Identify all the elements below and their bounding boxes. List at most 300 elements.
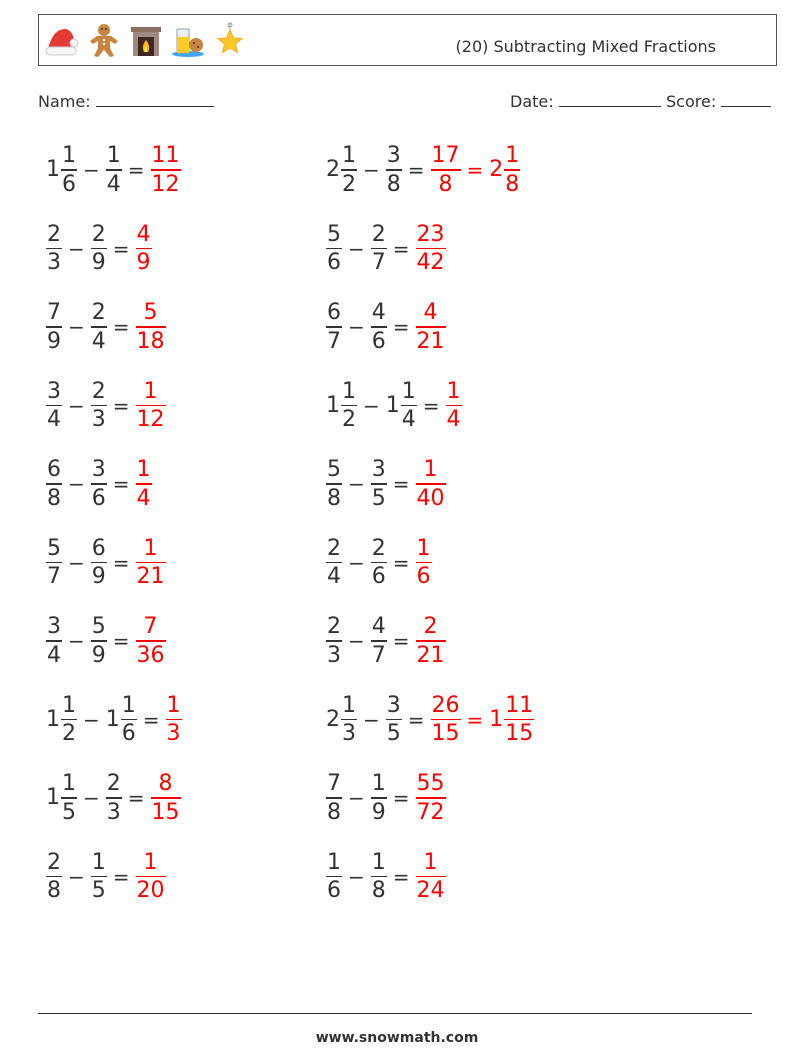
answer-numerator: 1 [446,378,461,404]
answer [136,537,166,589]
operand-b-numerator: 4 [371,300,386,326]
operand-b-group [106,694,137,746]
operand-b-denominator: 9 [91,250,106,276]
operand-a-fraction [326,615,342,667]
operand-b-numerator: 2 [106,771,121,797]
answer-denominator: 15 [431,721,460,747]
operand-b-bar [371,326,387,328]
answer [136,615,166,667]
operand-a-denominator: 5 [62,799,76,825]
answer-denominator: 72 [416,799,445,825]
operand-a-fraction [46,458,62,510]
problem-8 [46,688,182,752]
answer-numerator: 2 [423,614,438,640]
answer-numerator: 17 [431,143,460,169]
operand-b-group [91,301,107,353]
minus-sign: − [363,707,380,732]
operand-b-numerator: 2 [91,221,106,247]
operand-a-denominator: 6 [62,171,76,197]
equals-sign: = [112,236,130,261]
operand-a-denominator: 4 [47,407,61,433]
operand-a-numerator: 1 [62,771,76,797]
operand-b-denominator: 6 [371,564,386,590]
operand-a-group [326,458,342,510]
problem-16 [326,531,432,595]
operand-a-bar [46,640,62,642]
operand-b-denominator: 6 [371,328,386,354]
problem-18 [326,688,534,752]
operand-a-numerator: 3 [47,378,61,404]
operand-b-bar [401,405,417,407]
answer-equals-sign: = [466,707,484,732]
operand-a-fraction [46,301,62,353]
operand-a-bar [341,405,357,407]
answer-group [136,615,166,667]
operand-b-group [386,380,417,432]
operand-a-bar [326,640,342,642]
operand-a-numerator: 1 [327,849,341,875]
answer-numerator: 26 [431,692,460,718]
date-field[interactable] [510,92,661,111]
answer-numerator: 1 [136,457,151,483]
answer-denominator: 36 [136,642,165,668]
operand-b-group [371,772,387,824]
answer-mixed-fraction [504,694,534,746]
minus-sign: − [348,864,365,889]
gingerbread-man-icon [85,21,123,59]
equals-sign: = [422,393,440,418]
operand-b-group [91,851,107,903]
operand-a-denominator: 7 [47,564,61,590]
answer-numerator: 1 [416,535,431,561]
answer-bar [151,169,181,171]
answer-group [136,380,166,432]
operand-a-group [46,537,62,589]
equals-sign: = [392,629,410,653]
operand-b-numerator: 1 [121,692,136,718]
answer-group [416,301,446,353]
answer-numerator: 1 [166,692,181,718]
operand-a-whole: 1 [326,392,340,418]
answer-group [446,380,462,432]
operand-b-denominator: 6 [121,721,136,747]
problem-3 [46,295,166,359]
answer-bar [136,876,166,878]
answer-fraction [136,223,152,275]
answer-fraction [431,144,461,196]
answer-denominator: 12 [151,171,180,197]
operand-a-fraction [46,851,62,903]
operand-b-denominator: 4 [401,407,416,433]
operand-b-denominator: 4 [91,328,106,354]
operand-b-fraction [91,851,107,903]
operand-a-bar [341,169,357,171]
answer-denominator: 6 [416,564,431,590]
operand-b-numerator: 1 [106,143,121,169]
answer-bar [136,640,166,642]
answer [416,458,446,510]
answer [136,458,152,510]
operand-b-numerator: 3 [386,143,401,169]
answer-numerator: 5 [143,300,158,326]
operand-b-denominator: 9 [91,564,106,590]
answer-group [136,458,152,510]
answer-group [431,694,461,746]
equals-sign: = [127,158,145,182]
answer-numerator: 1 [143,535,158,561]
score-blank[interactable] [721,92,771,107]
operand-a-bar [46,876,62,878]
answer [136,223,152,275]
operand-b-bar [91,248,107,250]
answer-fraction [136,458,152,510]
answer-mixed-denominator: 15 [505,721,534,747]
operand-a-numerator: 2 [327,535,341,561]
minus-sign: − [68,393,85,418]
score-field[interactable] [666,92,771,111]
operand-b-bar [106,169,122,171]
operand-a-bar [326,876,342,878]
operand-a-group [46,144,77,196]
operand-a-group [46,615,62,667]
date-blank[interactable] [559,92,661,107]
operand-b-group [91,615,107,667]
name-field[interactable] [38,92,214,111]
operand-a-group [46,301,62,353]
answer [136,851,166,903]
answer-bar [416,797,446,799]
answer [416,615,446,667]
minus-sign: − [68,629,85,653]
operand-a-group [326,694,357,746]
operand-b-numerator: 3 [371,457,386,483]
answer-mixed-numerator: 11 [505,692,534,718]
answer [416,772,446,824]
footer-divider [38,1013,752,1014]
answer-fraction [416,223,446,275]
operand-a-fraction [326,223,342,275]
answer-denominator: 21 [136,564,165,590]
operand-a-denominator: 8 [327,485,341,511]
operand-b-denominator: 6 [91,485,106,511]
header-icons [43,21,249,59]
problem-13 [326,295,446,359]
problem-7 [46,609,166,673]
operand-b-group [91,537,107,589]
answer-group [136,301,166,353]
operand-b-numerator: 6 [91,535,106,561]
answer-denominator: 4 [136,485,151,511]
answer-group [151,772,181,824]
answer-denominator: 8 [438,171,453,197]
problem-19 [326,766,446,830]
minus-sign: − [83,707,100,732]
santa-hat-icon [43,21,81,59]
answer-fraction [136,851,166,903]
operand-b-denominator: 8 [371,878,386,904]
operand-b-denominator: 4 [106,171,121,197]
operand-b-denominator: 3 [106,799,121,825]
answer [136,301,166,353]
operand-b-denominator: 3 [91,407,106,433]
operand-b-group [371,537,387,589]
answer-fraction [151,772,181,824]
operand-b-bar [106,797,122,799]
minus-sign: − [348,629,365,653]
operand-a-whole: 2 [326,706,340,732]
operand-a-bar [61,169,77,171]
operand-b-fraction [91,615,107,667]
minus-sign: − [348,786,365,810]
operand-b-denominator: 7 [371,250,386,276]
operand-a-bar [326,326,342,328]
answer-bar [416,248,446,250]
minus-sign: − [68,236,85,261]
answer-fraction [136,537,166,589]
operand-b-denominator: 9 [91,642,106,668]
answer-mixed-bar [504,169,520,171]
operand-b-group [371,301,387,353]
milk-and-cookies-icon [169,21,207,59]
operand-a-bar [326,562,342,564]
answer-numerator: 8 [158,771,173,797]
problem-9 [46,766,181,830]
operand-b-bar [371,797,387,799]
answer-bar [416,326,446,328]
answer-bar [136,405,166,407]
operand-a-group [326,851,342,903]
operand-b-fraction [371,615,387,667]
operand-a-denominator: 6 [327,878,341,904]
operand-a-whole: 1 [46,785,60,810]
operand-a-bar [326,797,342,799]
operand-a-denominator: 4 [327,564,341,590]
operand-b-numerator: 3 [91,457,106,483]
operand-b-group [371,615,387,667]
answer-numerator: 1 [423,457,438,483]
operand-b-group [91,458,107,510]
operand-b-numerator: 1 [91,849,106,875]
operand-a-fraction [326,458,342,510]
operand-a-denominator: 8 [47,485,61,511]
operand-b-fraction [91,223,107,275]
operand-a-group [326,615,342,667]
equals-sign: = [407,158,425,182]
name-label: Name: [38,92,91,111]
answer-numerator: 11 [151,143,180,169]
answer [416,537,432,589]
operand-b-fraction [401,380,417,432]
operand-b-numerator: 1 [371,849,386,875]
equals-sign: = [392,786,410,810]
answer-denominator: 3 [166,721,181,747]
operand-a-group [326,380,357,432]
problem-5 [46,452,152,516]
operand-b-whole: 1 [385,392,400,418]
operand-b-numerator: 2 [371,535,386,561]
minus-sign: − [363,158,380,182]
operand-b-fraction [106,144,122,196]
name-blank[interactable] [96,92,214,107]
operand-b-fraction [91,380,107,432]
operand-a-numerator: 7 [327,771,341,797]
operand-b-group [106,772,122,824]
answer-group [416,223,446,275]
operand-a-fraction [61,144,77,196]
operand-b-bar [91,876,107,878]
operand-b-group [386,694,402,746]
operand-b-group [106,144,122,196]
answer-denominator: 9 [136,250,151,276]
answer-bar [431,719,461,721]
equals-sign: = [392,550,410,575]
operand-a-fraction [46,380,62,432]
answer-fraction [136,380,166,432]
problem-12 [326,217,446,281]
answer [416,301,446,353]
operand-b-fraction [106,772,122,824]
answer-numerator: 1 [143,378,158,404]
operand-b-numerator: 1 [401,378,416,404]
operand-a-group [326,537,342,589]
answer-fraction [416,772,446,824]
operand-a-group [46,380,62,432]
answer-denominator: 21 [416,642,445,668]
equals-sign: = [127,786,145,810]
problem-14 [326,374,462,438]
operand-b-fraction [371,851,387,903]
equals-sign: = [392,315,410,339]
operand-a-whole: 1 [46,706,60,732]
operand-a-numerator: 5 [47,535,61,561]
answer-bar [136,326,166,328]
operand-b-fraction [91,537,107,589]
minus-sign: − [348,550,365,575]
operand-b-denominator: 5 [371,485,386,511]
operand-a-bar [46,483,62,485]
operand-a-denominator: 2 [342,407,356,433]
operand-b-bar [91,483,107,485]
operand-a-fraction [61,694,77,746]
footer-url: www.snowmath.com [315,1030,479,1046]
operand-b-group [91,380,107,432]
operand-a-denominator: 2 [342,171,356,197]
operand-a-group [326,223,342,275]
operand-b-numerator: 3 [386,692,401,718]
answer-mixed-bar [504,719,534,721]
answer-fraction [416,615,446,667]
operand-b-bar [91,326,107,328]
operand-b-fraction [371,772,387,824]
equals-sign: = [142,707,160,732]
answer-fraction [416,301,446,353]
operand-a-numerator: 5 [327,457,341,483]
equals-sign: = [392,236,410,261]
answer-group [151,144,181,196]
answer-numerator: 7 [143,614,158,640]
answer-bar [136,562,166,564]
equals-sign: = [112,472,130,496]
minus-sign: − [83,158,100,182]
operand-b-group [386,144,402,196]
operand-b-fraction [386,144,402,196]
operand-b-fraction [371,458,387,510]
minus-sign: − [68,864,85,889]
operand-a-denominator: 9 [47,328,61,354]
equals-sign: = [112,315,130,339]
worksheet-header [38,14,777,66]
answer-fraction [431,694,461,746]
answer-group [431,144,461,196]
operand-a-whole: 2 [326,157,340,182]
answer-denominator: 24 [416,878,445,904]
answer-group [416,615,446,667]
equals-sign: = [407,707,425,732]
operand-b-bar [371,248,387,250]
answer [431,144,521,196]
operand-a-fraction [341,694,357,746]
operand-a-fraction [326,772,342,824]
operand-a-group [326,301,342,353]
operand-a-bar [61,719,77,721]
answer [151,772,181,824]
answer-numerator: 4 [423,300,438,326]
operand-b-fraction [371,537,387,589]
answer-denominator: 15 [151,799,180,825]
operand-b-bar [91,405,107,407]
operand-a-numerator: 1 [62,143,76,169]
minus-sign: − [68,472,85,496]
answer-denominator: 42 [416,250,445,276]
answer [416,223,446,275]
answer-bar [416,640,446,642]
operand-a-group [326,144,357,196]
operand-b-group [91,223,107,275]
score-label: Score: [666,92,717,111]
answer-denominator: 40 [416,485,445,511]
operand-a-denominator: 3 [342,721,356,747]
answer-mixed-fraction [504,144,520,196]
operand-a-denominator: 4 [47,642,61,668]
answer-bar [446,405,462,407]
operand-a-fraction [46,223,62,275]
answer-denominator: 18 [136,328,165,354]
answer-bar [431,169,461,171]
problem-6 [46,531,166,595]
operand-a-numerator: 1 [342,378,356,404]
answer-mixed-numerator: 1 [505,143,520,169]
answer-numerator: 1 [423,849,438,875]
operand-b-group [371,458,387,510]
operand-a-bar [46,405,62,407]
operand-b-denominator: 7 [371,642,386,668]
operand-a-group [46,694,77,746]
answer-fraction [416,537,432,589]
operand-b-numerator: 2 [91,378,106,404]
operand-a-bar [46,248,62,250]
operand-a-fraction [326,537,342,589]
operand-b-fraction [386,694,402,746]
operand-a-numerator: 1 [342,143,356,169]
operand-b-denominator: 8 [386,171,401,197]
equals-sign: = [112,550,130,575]
answer-group [416,537,432,589]
minus-sign: − [348,472,365,496]
operand-b-bar [121,719,137,721]
answer-mixed-denominator: 8 [505,171,520,197]
operand-a-bar [61,797,77,799]
minus-sign: − [68,315,85,339]
